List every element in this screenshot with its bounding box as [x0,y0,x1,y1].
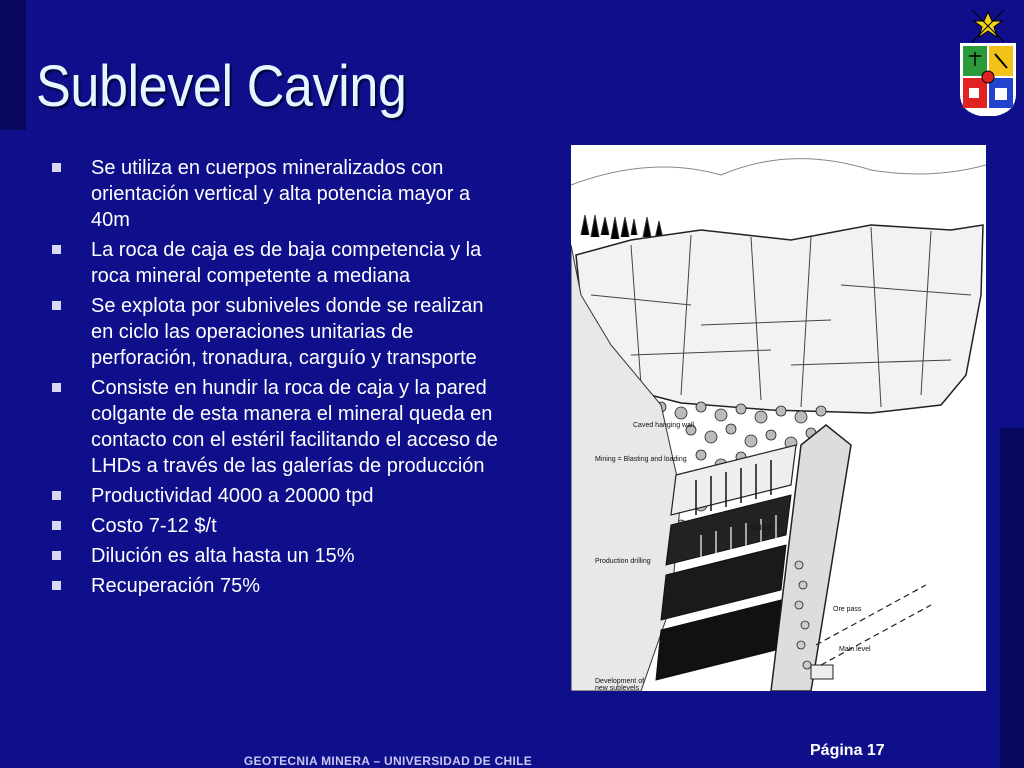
bullet-text: Consiste en hundir la roca de caja y la pared colgante de esta manera el mineral queda en contacto con el estéril facilitando el acceso de LHDs a través de las galerías de producción [91,377,498,477]
bullet-text: Productividad 4000 a 20000 tpd [91,485,374,507]
square-bullet-icon [52,551,61,560]
list-item [50,483,510,509]
square-bullet-icon [52,163,61,172]
footer-text: GEOTECNIA MINERA – UNIVERSIDAD DE CHILE [243,754,533,768]
list-item [50,293,510,371]
list-item [50,513,510,539]
square-bullet-icon [52,581,61,590]
bullet-text: Se utiliza en cuerpos mineralizados con orientación vertical y alta potencia mayor a 40m [91,157,471,231]
square-bullet-icon [52,383,61,392]
label-mining: Mining = Blasting and loading [595,456,687,463]
bullet-list [50,155,510,603]
label-development-line1: Development of [595,678,645,685]
bullet-text: Se explota por subniveles donde se realizan en ciclo las operaciones unitarias de perforación, tronadura, carguío y transporte [91,295,484,369]
label-production-drilling: Production drilling [595,558,651,565]
bullet-text: Costo 7-12 $/t [91,515,217,537]
list-item [50,237,510,289]
square-bullet-icon [52,491,61,500]
slide-title: Sublevel Caving [36,54,407,119]
label-ore-pass: Ore pass [833,606,862,613]
university-crest-icon [956,4,1020,116]
label-caved-hanging-wall: Caved hanging wall [633,422,695,429]
list-item [50,573,510,599]
right-accent-bar [1000,428,1024,768]
label-main-level: Main level [839,646,871,653]
bullet-text: Recuperación 75% [91,575,260,597]
square-bullet-icon [52,521,61,530]
bullet-text: Dilución es alta hasta un 15% [91,545,355,567]
bullet-text: La roca de caja es de baja competencia y la roca mineral competente a mediana [91,239,482,287]
label-drilled: Drilled [751,525,771,532]
list-item [50,155,510,233]
list-item [50,543,510,569]
square-bullet-icon [52,301,61,310]
sublevel-caving-diagram [571,145,986,691]
page-number: Página 17 [810,742,885,759]
left-accent-bar [0,0,26,130]
label-development-line2: new sublevels [595,685,639,691]
list-item [50,375,510,479]
square-bullet-icon [52,245,61,254]
